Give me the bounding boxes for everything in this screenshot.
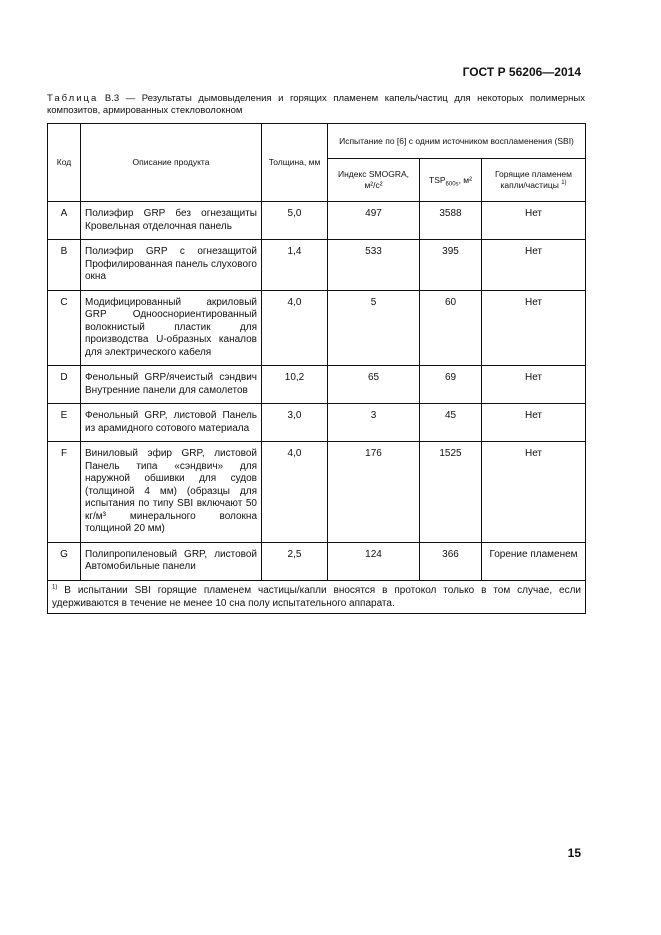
row-description: Фенольный GRP/ячеистый сэндвич Внутренние панели для самолетов (81, 366, 262, 404)
row-droplets: Нет (482, 404, 586, 442)
row-tsp: 45 (420, 404, 482, 442)
row-code: E (48, 404, 81, 442)
row-tsp: 69 (420, 366, 482, 404)
row-description: Полипропиленовый GRP, листовой Автомобильные панели (81, 542, 262, 580)
row-thickness: 1,4 (262, 240, 328, 291)
table-row (48, 290, 586, 366)
row-code: B (48, 240, 81, 291)
row-description: Полиэфир GRP с огнезащитой Профилированная панель слухового окна (81, 240, 262, 291)
row-smogra: 3 (328, 404, 420, 442)
row-droplets: Горение пламенем (482, 542, 586, 580)
table-row (48, 240, 586, 291)
row-description: Полиэфир GRP без огнезащиты Кровельная отделочная панель (81, 202, 262, 240)
header-description: Описание продукта (81, 124, 262, 202)
caption-prefix: Таблица (47, 93, 99, 104)
row-smogra: 176 (328, 442, 420, 543)
row-thickness: 2,5 (262, 542, 328, 580)
row-droplets: Нет (482, 240, 586, 291)
table-row (48, 404, 586, 442)
table-row (48, 202, 586, 240)
row-description: Фенольный GRP, листовой Панель из арамидного сотового материала (81, 404, 262, 442)
row-smogra: 124 (328, 542, 420, 580)
table-row (48, 442, 586, 543)
table-row (48, 366, 586, 404)
row-thickness: 3,0 (262, 404, 328, 442)
header-smogra-unit: м²/с² (364, 180, 383, 190)
row-description: Виниловый эфир GRP, листовой Панель типа «сэндвич» для наружной обшивки для судов (толщиной 4 мм) (образцы для испытания по типу SBI включают 50 кг/м³ минерального волокна толщиной 20 мм) (81, 442, 262, 543)
row-tsp: 60 (420, 290, 482, 366)
row-tsp: 1525 (420, 442, 482, 543)
row-tsp: 3588 (420, 202, 482, 240)
row-tsp: 395 (420, 240, 482, 291)
header-code: Код (48, 124, 81, 202)
header-droplets: Горящие пламенем капли/частицы $^{1)}$ (482, 159, 586, 202)
results-table (47, 123, 586, 614)
footnote-ref: 1) (561, 180, 567, 187)
row-tsp: 366 (420, 542, 482, 580)
header-tsp: $TSP_{600s}$, м² (420, 159, 482, 202)
row-thickness: 5,0 (262, 202, 328, 240)
row-droplets: Нет (482, 442, 586, 543)
row-thickness: 4,0 (262, 442, 328, 543)
caption-number: В.3 (104, 93, 120, 104)
table-footnote (48, 580, 586, 613)
table-caption (47, 93, 585, 117)
row-code: A (48, 202, 81, 240)
page-number: 15 (567, 846, 581, 860)
header-test-group: Испытание по [6] с одним источником воспламенения (SBI) (328, 124, 586, 159)
row-code: C (48, 290, 81, 366)
row-droplets: Нет (482, 366, 586, 404)
row-smogra: 5 (328, 290, 420, 366)
header-tsp-sub: 600s (445, 181, 459, 188)
header-tsp-unit: , м² (458, 174, 472, 185)
row-smogra: 533 (328, 240, 420, 291)
row-code: D (48, 366, 81, 404)
header-thickness: Толщина, мм (262, 124, 328, 202)
footnote-marker: 1) (52, 584, 58, 591)
footnote-row (48, 580, 586, 613)
footnote-text: В испытании SBI горящие пламенем частицы/капли вносятся в протокол только в том случае, если удерживаются в течение не менее 10 сна полу испытательного аппарата. (52, 584, 581, 609)
row-droplets: Нет (482, 202, 586, 240)
standard-id: ГОСТ Р 56206—2014 (462, 65, 581, 79)
row-code: F (48, 442, 81, 543)
row-droplets: Нет (482, 290, 586, 366)
table-row (48, 542, 586, 580)
row-smogra: 497 (328, 202, 420, 240)
row-description: Модифицированный акриловый GRP Однооснориентированный волокнистый пластик для производства U-образных каналов для электрического кабеля (81, 290, 262, 366)
row-thickness: 10,2 (262, 366, 328, 404)
row-thickness: 4,0 (262, 290, 328, 366)
row-code: G (48, 542, 81, 580)
caption-text: — Результаты дымовыделения и горящих пламенем капель/частиц для некоторых полимерных композитов, армированных стекловолокном (47, 93, 585, 116)
row-smogra: 65 (328, 366, 420, 404)
header-smogra: Индекс SMOGRA, м²/с² (328, 159, 420, 202)
